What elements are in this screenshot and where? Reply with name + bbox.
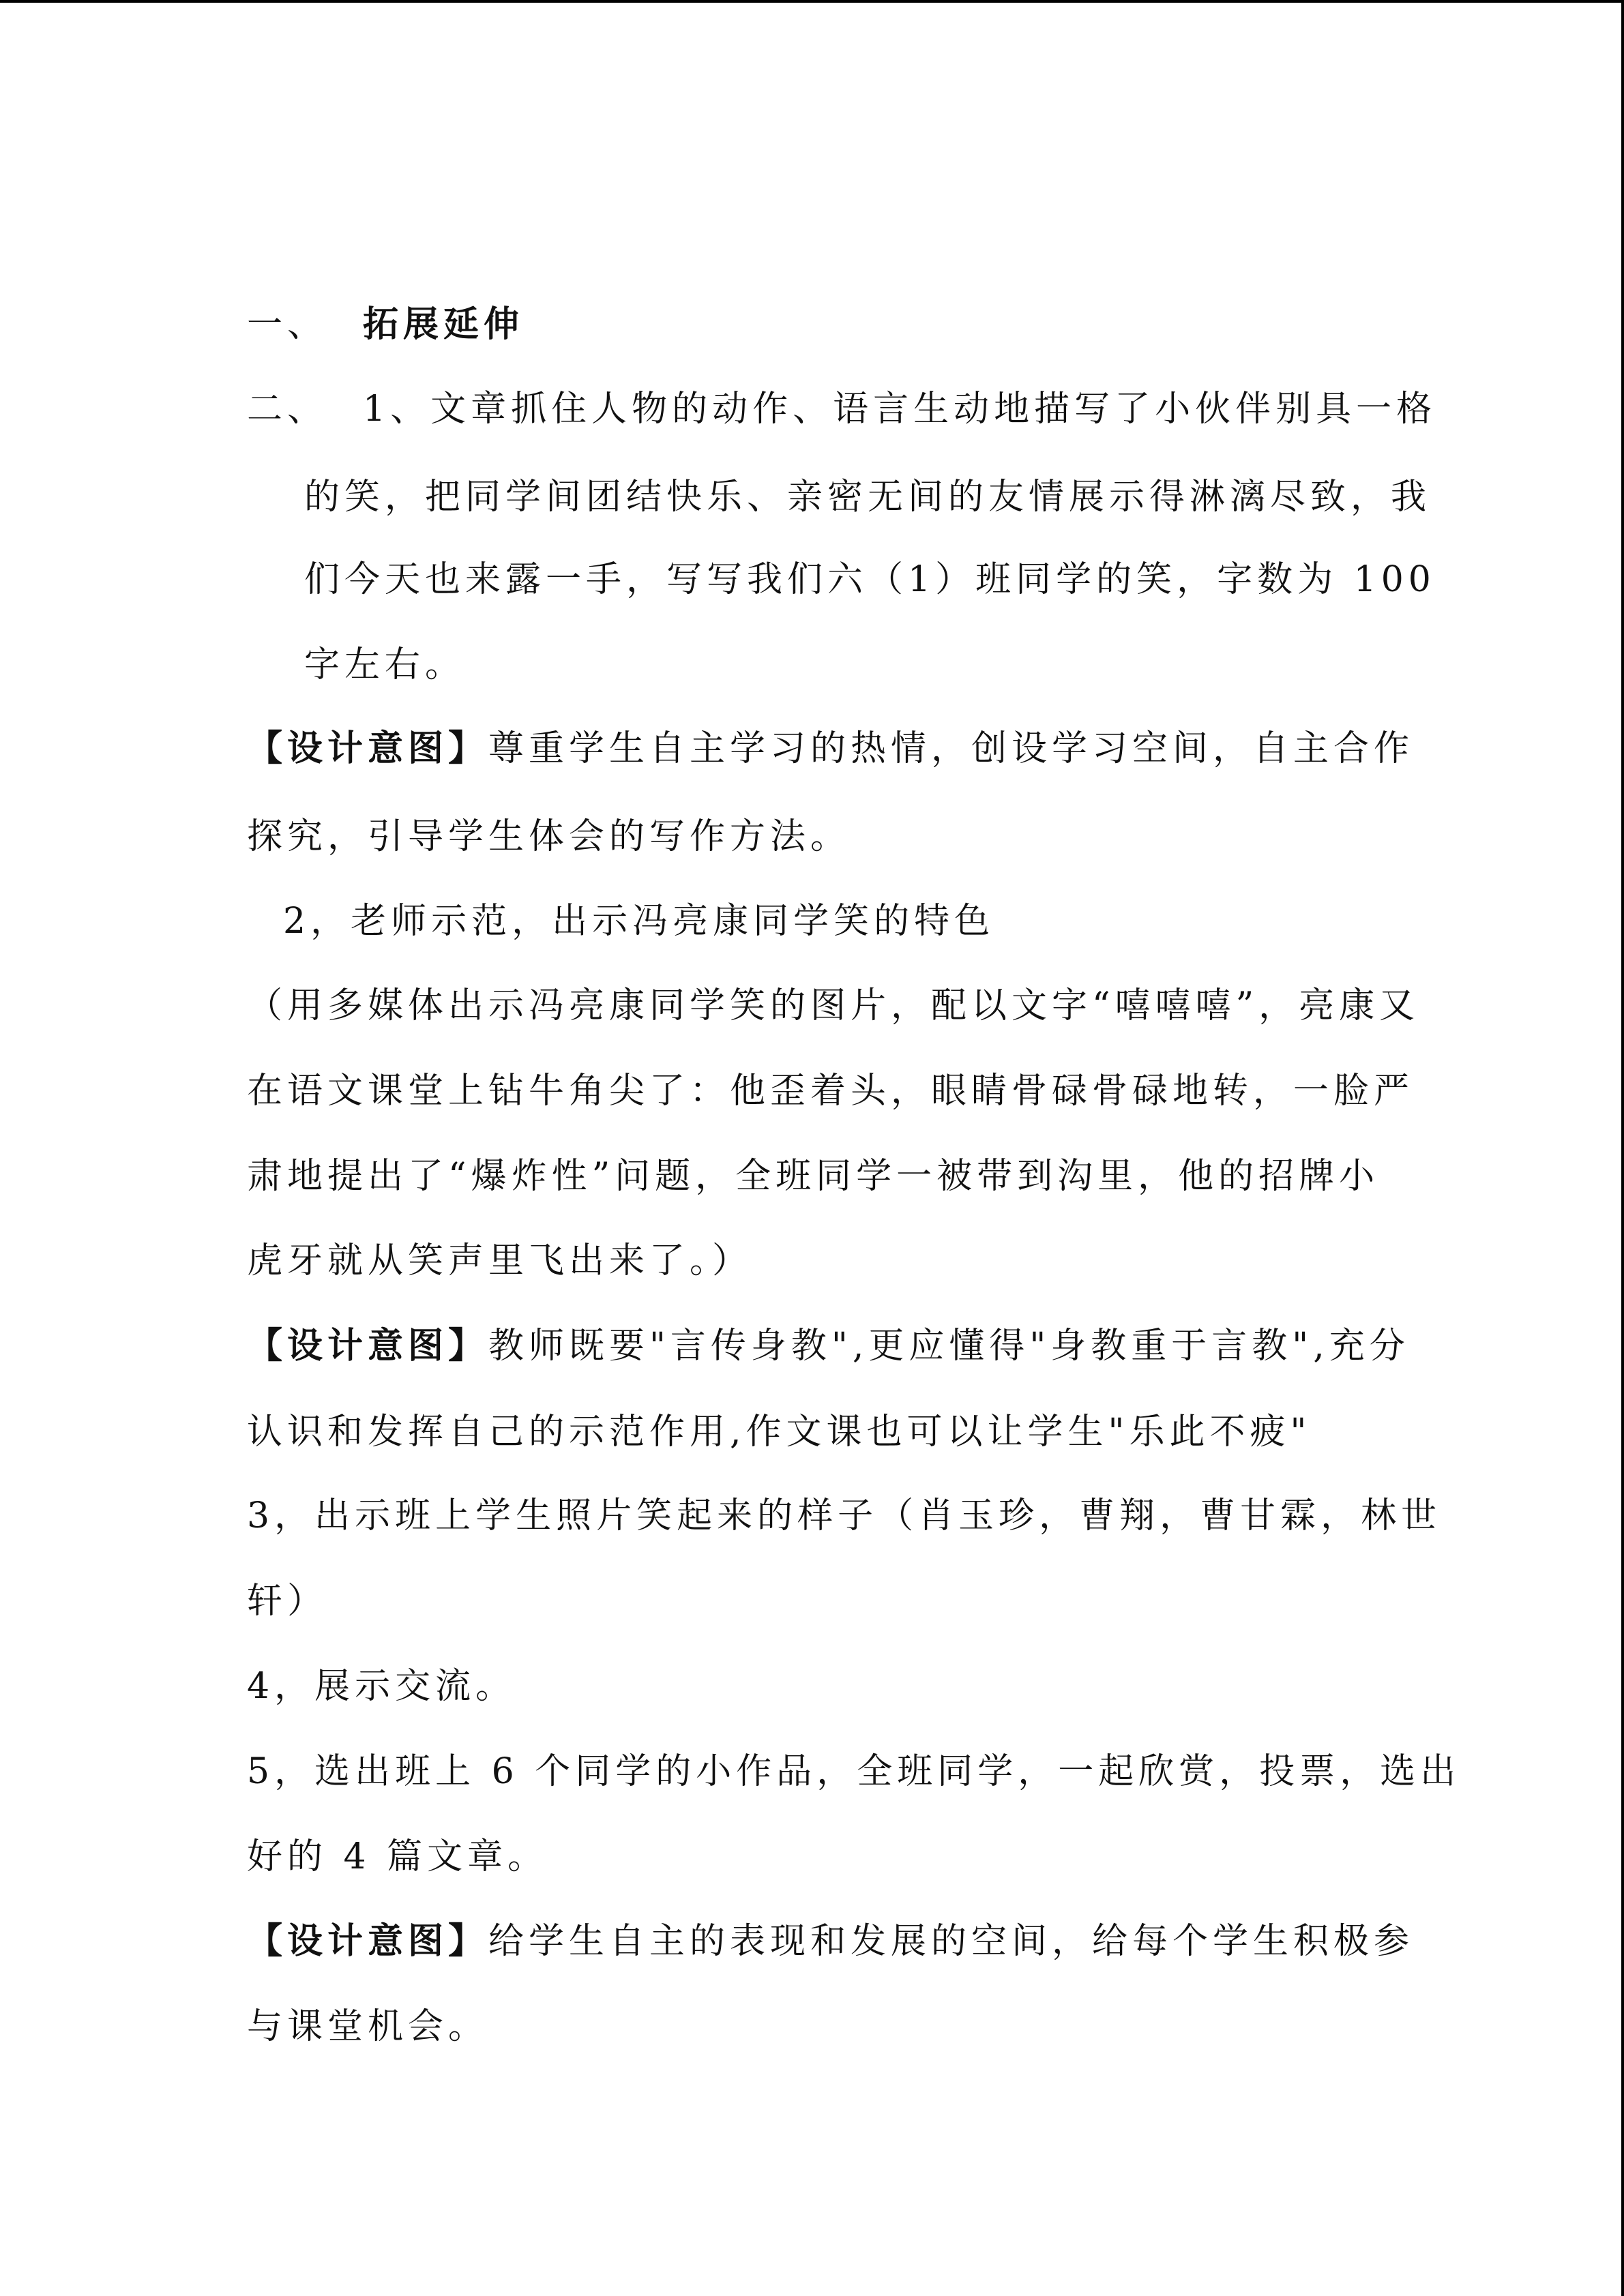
design-intent-2-label: 【设计意图】 (247, 1325, 489, 1367)
section1-heading (247, 303, 524, 346)
item2-line-4: 虎牙就从笑声里飞出来了。） (247, 1240, 753, 1281)
item2-line-2: 在语文课堂上钻牛角尖了：他歪着头，眼睛骨碌骨碌地转，一脸严 (247, 1071, 1415, 1112)
design-intent-1-line-2: 探究，引导学生体会的写作方法。 (247, 816, 851, 857)
design-intent-3-label: 【设计意图】 (247, 1920, 489, 1962)
section2-marker: 二、 (247, 389, 328, 430)
section2-item1-text: 1、文章抓住人物的动作、语言生动地描写了小伙伴别具一格 (363, 389, 1437, 430)
section2-line-2: 的笑，把同学间团结快乐、亲密无间的友情展示得淋漓尽致，我 (304, 477, 1432, 518)
design-intent-1-line-1 (247, 727, 1414, 771)
item3-line-2: 轩） (247, 1581, 328, 1622)
item5-line-2: 好的 4 篇文章。 (247, 1836, 548, 1877)
section1-title: 拓展延伸 (363, 303, 525, 345)
item2-line-1: （用多媒体出示冯亮康同学笑的图片，配以文字“嘻嘻嘻”，亮康又 (247, 985, 1420, 1026)
design-intent-3-line-1 (247, 1920, 1414, 1963)
section2-line-3: 们今天也来露一手，写写我们六（1）班同学的笑，字数为 100 (304, 559, 1436, 600)
item4-line: 4，展示交流。 (247, 1666, 516, 1707)
item5-line-1: 5，选出班上 6 个同学的小作品，全班同学，一起欣赏，投票，选出 (247, 1751, 1461, 1792)
section2-line-4: 字左右。 (304, 644, 466, 685)
item3-line-1: 3，出示班上学生照片笑起来的样子（肖玉珍，曹翔，曹甘霖，林世 (247, 1495, 1442, 1536)
section1-marker: 一、 (247, 304, 328, 345)
item2-heading: 2，老师示范，出示冯亮康同学笑的特色 (283, 901, 995, 942)
design-intent-2-line-2: 认识和发挥自己的示范作用,作文课也可以让学生"乐此不疲" (247, 1412, 1312, 1452)
design-intent-1-text: 尊重学生自主学习的热情，创设学习空间，自主合作 (488, 728, 1415, 769)
section2-line-1 (247, 387, 1436, 431)
design-intent-1-label: 【设计意图】 (247, 728, 489, 769)
design-intent-2-text: 教师既要"言传身教",更应懂得"身教重于言教",充分 (488, 1326, 1410, 1367)
design-intent-3-line-2: 与课堂机会。 (247, 2006, 489, 2047)
design-intent-3-text: 给学生自主的表现和发展的空间，给每个学生积极参 (488, 1921, 1415, 1962)
design-intent-2-line-1 (247, 1324, 1410, 1368)
item2-line-3: 肃地提出了“爆炸性”问题，全班同学一被带到沟里，他的招牌小 (247, 1156, 1380, 1197)
